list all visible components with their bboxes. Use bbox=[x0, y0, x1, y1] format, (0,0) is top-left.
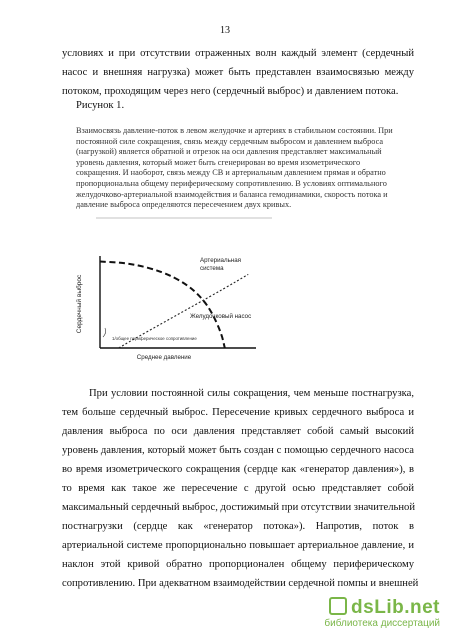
caption-line: Взаимосвязь давление-поток в левом желудочке и артериях в стабильном состоянии. При bbox=[76, 126, 393, 135]
body-line: постнагрузки (сердце как «генератор потока»). Напротив, поток в bbox=[62, 521, 414, 532]
intro-line: условиях и при отсутствии отраженных волн каждый элемент (сердечный bbox=[62, 48, 414, 59]
intro-line: потоком, проходящим через него (сердечный выброс) и давлением потока. bbox=[62, 86, 399, 97]
caption-line: уровень давления, который может быть сгенерирован во время изометрического bbox=[76, 157, 361, 167]
intro-paragraph bbox=[62, 44, 414, 101]
x-axis-label: Среднее давление bbox=[136, 354, 192, 361]
intro-line: насос и внешняя нагрузка) может быть представлен взаимосвязью между bbox=[62, 67, 414, 78]
figure-label: Рисунок 1. bbox=[76, 100, 125, 111]
page-number: 13 bbox=[220, 25, 230, 36]
body-line: тем больше сердечный выброс. Пересечение кривых сердечного выброса и bbox=[62, 407, 414, 418]
body-line: давления выброса по оси давления представляет собой самый высокий bbox=[62, 426, 414, 437]
ventricular-pump-label: Желудочковый насос bbox=[190, 313, 252, 320]
body-line: максимальный сердечный выброс, достижимый при отсутствии значительной bbox=[62, 502, 415, 513]
watermark-title: dsLib.net bbox=[351, 597, 440, 618]
body-line: во время изометрического сокращения (сердце как «генератор давления»), в bbox=[62, 464, 414, 475]
slope-label: 1/общее периферическое сопротивление bbox=[112, 336, 197, 341]
body-line: то время как такое же пересечение с другой осью представляет собой bbox=[62, 483, 414, 494]
caption-line: сокращения. И наоборот, связь между СВ и артериальным давлением прямая и обратно bbox=[76, 168, 386, 178]
body-paragraph bbox=[62, 384, 419, 593]
book-icon bbox=[329, 597, 347, 615]
figure-caption bbox=[76, 126, 396, 211]
body-line: артериальной системе пропорционально повышает артериальное давление, и bbox=[62, 540, 414, 551]
caption-line: (нагрузкой) является обратной и отрезок на оси давления представляет максимальный bbox=[76, 147, 382, 157]
watermark-logo bbox=[329, 595, 440, 619]
body-line: сопротивлению. При адекватном взаимодействии сердечной помпы и внешней bbox=[62, 578, 419, 589]
caption-line: пропорциональна общему периферическому сопротивлению. В условиях оптимального bbox=[76, 178, 387, 188]
caption-line: постоянной силе сокращения, связь между сердечным выбросом и давлением выброса bbox=[76, 136, 384, 146]
slope-arc bbox=[103, 328, 106, 337]
pressure-flow-chart bbox=[76, 216, 276, 366]
watermark-subtitle: библиотека диссертаций bbox=[324, 618, 440, 629]
y-axis-label: Сердечный выброс bbox=[76, 274, 83, 334]
chart-svg bbox=[76, 216, 276, 366]
body-line: При условии постоянной силы сокращения, чем меньше постнагрузка, bbox=[89, 388, 414, 399]
body-line: уровень давления, который может быть создан с помощью сердечного насоса bbox=[62, 445, 414, 456]
body-line: наклон этой кривой обратно пропорционален общему периферическому bbox=[62, 559, 414, 570]
caption-line: желудочково-артериальной взаимодействия и баланса гемодинамики, скорость потока и bbox=[76, 189, 388, 199]
arterial-label-line-1: Артериальная bbox=[200, 257, 242, 264]
dslib-watermark[interactable] bbox=[260, 595, 440, 629]
caption-line: давление выброса определяются пересечением двух кривых. bbox=[76, 200, 292, 210]
arterial-label-line-2: система bbox=[200, 265, 224, 272]
